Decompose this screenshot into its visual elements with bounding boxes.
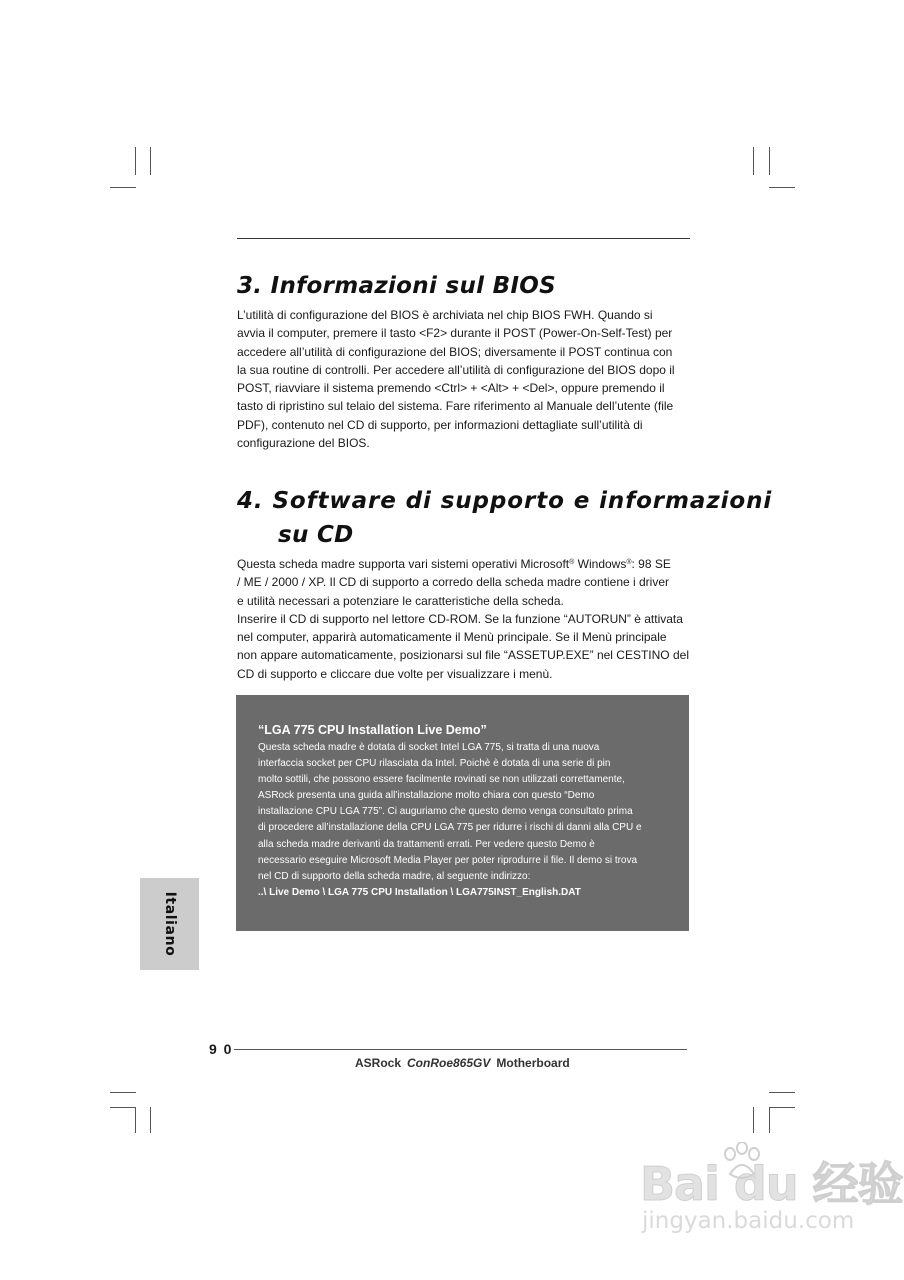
crop-mark <box>135 1107 136 1133</box>
note-line: Questa scheda madre è dotata di socket Intel LGA 775, si tratta di una nuova <box>258 742 600 753</box>
footer-product: Motherboard <box>496 1056 570 1070</box>
text-line: non appare automaticamente, posizionarsi sul file “ASSETUP.EXE” nel CESTINO del <box>237 648 689 663</box>
crop-mark <box>769 1107 795 1108</box>
section-heading-software: 4. Software di supporto e informazioni <box>237 488 773 514</box>
text-line: configurazione del BIOS. <box>237 436 370 451</box>
text-line: POST, riavviare il sistema premendo <Ctrl> + <Alt> + <Del>, oppure premendo il <box>237 381 665 396</box>
text-line: Inserire il CD di supporto nel lettore CD-ROM. Se la funzione “AUTORUN” è attivata <box>237 611 683 626</box>
text-line: avvia il computer, premere il tasto <F2> durante il POST (Power-On-Self-Test) per <box>237 326 673 341</box>
note-title: “LGA 775 CPU Installation Live Demo” <box>258 723 487 737</box>
header-rule <box>237 238 690 239</box>
text-fragment: : 98 SE <box>631 557 671 571</box>
footer-rule <box>234 1049 687 1050</box>
bios-paragraph <box>237 306 689 452</box>
section-heading-software-cont: su CD <box>278 522 354 548</box>
crop-mark <box>753 147 754 175</box>
crop-mark <box>135 147 136 175</box>
note-line: di procedere all’installazione della CPU LGA 775 per ridurre i rischi di danni alla CPU e <box>258 822 642 834</box>
text-line: / ME / 2000 / XP. Il CD di supporto a corredo della scheda madre contiene i driver <box>237 575 670 590</box>
footer-label <box>355 1056 570 1070</box>
watermark-logo: Bai du 经验 <box>640 1157 903 1211</box>
crop-mark <box>753 1107 754 1133</box>
language-tab-label: Italiano <box>161 891 178 957</box>
crop-mark <box>769 187 795 188</box>
text-line: accedere all’utilità di configurazione del BIOS; diversamente il POST continua con <box>237 344 673 359</box>
section-heading-bios: 3. Informazioni sul BIOS <box>237 273 557 299</box>
demo-file-path: ..\ Live Demo \ LGA 775 CPU Installation \ LGA775INST_English.DAT <box>258 886 581 898</box>
crop-mark <box>769 147 770 175</box>
crop-mark <box>769 1107 770 1133</box>
note-body <box>258 740 642 901</box>
text-line: e utilità necessari a potenziare le caratteristiche della scheda. <box>237 593 564 608</box>
registered-mark: ® <box>569 559 575 566</box>
note-line: alla scheda madre derivanti da trattamenti errati. Per vedere questo Demo è <box>258 838 595 850</box>
crop-mark <box>769 1092 795 1093</box>
crop-mark <box>110 187 136 188</box>
text-line: CD di supporto e cliccare due volte per visualizzare i menù. <box>237 666 553 681</box>
watermark-url: jingyan.baidu.com <box>642 1208 855 1234</box>
text-line: tasto di ripristino sul telaio del sistema. Fare riferimento al Manuale dell’utente (file <box>237 399 674 414</box>
crop-mark <box>150 1107 151 1133</box>
crop-mark <box>110 1092 136 1093</box>
live-demo-note <box>236 695 689 931</box>
footer-brand: ASRock <box>355 1056 402 1070</box>
language-tab <box>140 878 199 970</box>
text-fragment: Questa scheda madre supporta vari sistemi operativi Microsoft <box>237 557 570 571</box>
software-paragraph <box>237 555 689 683</box>
text-line: L’utilità di configurazione del BIOS è archiviata nel chip BIOS FWH. Quando si <box>237 308 653 322</box>
note-line: molto sottili, che possono essere facilmente rovinati se non utilizzati correttamente, <box>258 774 625 786</box>
footer-model: ConRoe865GV <box>407 1056 491 1070</box>
registered-mark: ® <box>626 559 632 566</box>
note-line: ASRock presenta una guida all’installazione molto chiara con questo “Demo <box>258 790 595 802</box>
text-line <box>237 555 689 573</box>
text-line: nel computer, apparirà automaticamente il Menù principale. Se il Menù principale <box>237 630 667 645</box>
page-number: 9 0 <box>209 1041 233 1057</box>
note-line: nel CD di supporto della scheda madre, al seguente indirizzo: <box>258 870 531 882</box>
crop-mark <box>110 1107 136 1108</box>
text-fragment: Windows <box>574 557 627 571</box>
text-line: PDF), contenuto nel CD di supporto, per informazioni dettagliate sull’utilità di <box>237 417 643 432</box>
paw-icon <box>720 1142 764 1182</box>
note-line: interfaccia socket per CPU rilasciata da Intel. Poichè è dotata di una serie di pin <box>258 758 611 770</box>
text-line: la sua routine di controlli. Per accedere all’utilità di configurazione del BIOS dopo il <box>237 362 675 377</box>
crop-mark <box>150 147 151 175</box>
note-line: installazione CPU LGA 775”. Ci auguriamo che questo demo venga consultato prima <box>258 806 633 818</box>
note-line: necessario eseguire Microsoft Media Player per poter riprodurre il file. Il demo si trova <box>258 854 638 866</box>
baidu-watermark <box>640 1148 903 1234</box>
